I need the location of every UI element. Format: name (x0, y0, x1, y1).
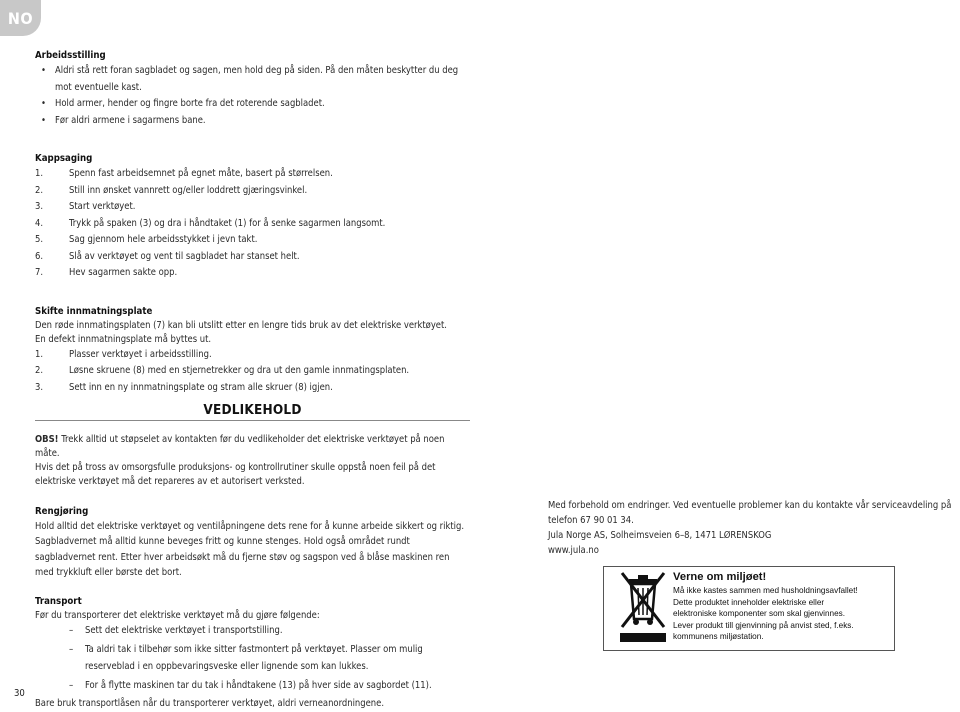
bullet-item: • Før aldri armene i sagarmens bane. (35, 113, 470, 130)
weee-line: Lever produkt till gjenvinning på anvist sted, f.eks. (673, 620, 858, 632)
step-text: Sag gjennom hele arbeidsstykket i jevn takt. (69, 232, 257, 249)
arbeidsstilling-list (35, 63, 470, 129)
step-text: Løsne skruene (8) med en stjernetrekker og dra ut den gamle innmatingsplaten. (69, 363, 409, 380)
kappsaging-heading: Kappsaging (35, 151, 470, 166)
right-column (548, 498, 960, 558)
dash-item (35, 623, 470, 640)
transport-intro: Før du transporterer det elektriske verktøyet må du gjøre følgende: (35, 608, 470, 623)
rengjoring-paragraph: Hold alltid det elektriske verktøyet og ventilåpningene dets rene for å kunne arbeide sikkert og riktig. Sagbladvernet må alltid kunne beveges fritt og kunne stenges. Hold også området rundt sagbladvernet rent. Etter hver arbeidsøkt må du fjerne støv og sagspon ved å blåse maskinen ren med trykkluft eller børste det bort. (35, 519, 470, 581)
language-tab: NO (0, 0, 41, 36)
step-number: 2. (35, 363, 69, 380)
dash-marker: – (35, 642, 85, 675)
page-number: 30 (14, 688, 25, 699)
step-item (35, 265, 470, 282)
weee-line: kommunens miljøstation. (673, 631, 858, 643)
dash-text: Sett det elektriske verktøyet i transportstilling. (85, 623, 283, 640)
innmatningsplate-heading: Skifte innmatningsplate (35, 304, 470, 319)
kappsaging-steps (35, 166, 470, 282)
arbeidsstilling-heading: Arbeidsstilling (35, 48, 470, 63)
step-number: 1. (35, 166, 69, 183)
step-text: Sett inn en ny innmatningsplate og stram alle skruer (8) igjen. (69, 380, 333, 397)
dash-item (35, 678, 470, 695)
transport-outro: Bare bruk transportlåsen når du transporterer verktøyet, aldri verneanordningene. (35, 696, 470, 712)
crossed-bin-icon (618, 571, 668, 645)
step-text: Trykk på spaken (3) og dra i håndtaket (1) for å senke sagarmen langsomt. (69, 216, 385, 233)
innmatningsplate-note: En defekt innmatningsplate må byttes ut. (35, 332, 470, 347)
transport-heading: Transport (35, 595, 470, 608)
step-item (35, 347, 470, 364)
step-number: 5. (35, 232, 69, 249)
innmatningsplate-intro: Den røde innmatingsplaten (7) kan bli utslitt etter en lengre tids bruk av det elektriske verktøyet. (35, 319, 470, 332)
weee-line: elektroniske komponenter som skal gjenvinnes. (673, 608, 858, 620)
obs-text: Trekk alltid ut støpselet av kontakten før du vedlikeholder det elektriske verktøyet på noen måte. (35, 434, 444, 459)
step-item (35, 363, 470, 380)
obs-paragraph (35, 433, 470, 461)
dash-text: Ta aldri tak i tilbehør som ikke sitter fastmontert på verktøyet. Plasser om mulig reserveblad i en oppbevaringsveske eller lignende som kan lukkes. (85, 642, 470, 675)
dash-item (35, 642, 470, 675)
step-item (35, 183, 470, 200)
innmatningsplate-steps (35, 347, 470, 397)
left-column (35, 48, 470, 712)
step-number: 2. (35, 183, 69, 200)
dash-text: For å flytte maskinen tar du tak i håndtakene (13) på hver side av sagbordet (11). (85, 678, 432, 695)
step-item (35, 166, 470, 183)
step-item (35, 199, 470, 216)
weee-line: Dette produktet inneholder elektriske eller (673, 597, 858, 609)
step-text: Start verktøyet. (69, 199, 135, 216)
contact-address: Jula Norge AS, Solheimsveien 6–8, 1471 LØRENSKOG (548, 528, 960, 543)
weee-title: Verne om miljøet! (673, 571, 858, 584)
step-item (35, 216, 470, 233)
weee-line: Må ikke kastes sammen med husholdningsavfallet! (673, 585, 858, 597)
contact-website: www.jula.no (548, 543, 960, 558)
step-number: 7. (35, 265, 69, 282)
bullet-item: • Hold armer, hender og fingre borte fra det roterende sagbladet. (35, 96, 470, 113)
step-number: 4. (35, 216, 69, 233)
transport-list (35, 623, 470, 695)
vedlikehold-title: VEDLIKEHOLD (35, 402, 470, 421)
step-number: 1. (35, 347, 69, 364)
step-text: Still inn ønsket vannrett og/eller loddrett gjæringsvinkel. (69, 183, 307, 200)
dash-marker: – (35, 623, 85, 640)
step-item (35, 380, 470, 397)
step-item (35, 232, 470, 249)
obs-label: OBS! (35, 434, 59, 445)
step-text: Spenn fast arbeidsemnet på egnet måte, basert på størrelsen. (69, 166, 333, 183)
step-text: Hev sagarmen sakte opp. (69, 265, 177, 282)
step-number: 6. (35, 249, 69, 266)
dash-marker: – (35, 678, 85, 695)
weee-notice-box (603, 566, 895, 651)
step-number: 3. (35, 199, 69, 216)
step-text: Plasser verktøyet i arbeidsstilling. (69, 347, 212, 364)
step-text: Slå av verktøyet og vent til sagbladet har stanset helt. (69, 249, 300, 266)
rengjoring-heading: Rengjøring (35, 504, 470, 519)
contact-info: Med forbehold om endringer. Ved eventuelle problemer kan du kontakte vår serviceavdeling på telefon 67 90 01 34. (548, 498, 960, 528)
step-number: 3. (35, 380, 69, 397)
bullet-item: • Aldri stå rett foran sagbladet og sagen, men hold deg på siden. På den måten beskytter du deg mot eventuelle kast. (35, 63, 470, 96)
vedlikehold-paragraph: Hvis det på tross av omsorgsfulle produksjons- og kontrollrutiner skulle oppstå noen feil på det elektriske verktøyet må det repareres av et autorisert verksted. (35, 461, 470, 490)
step-item (35, 249, 470, 266)
weee-text (673, 571, 858, 643)
